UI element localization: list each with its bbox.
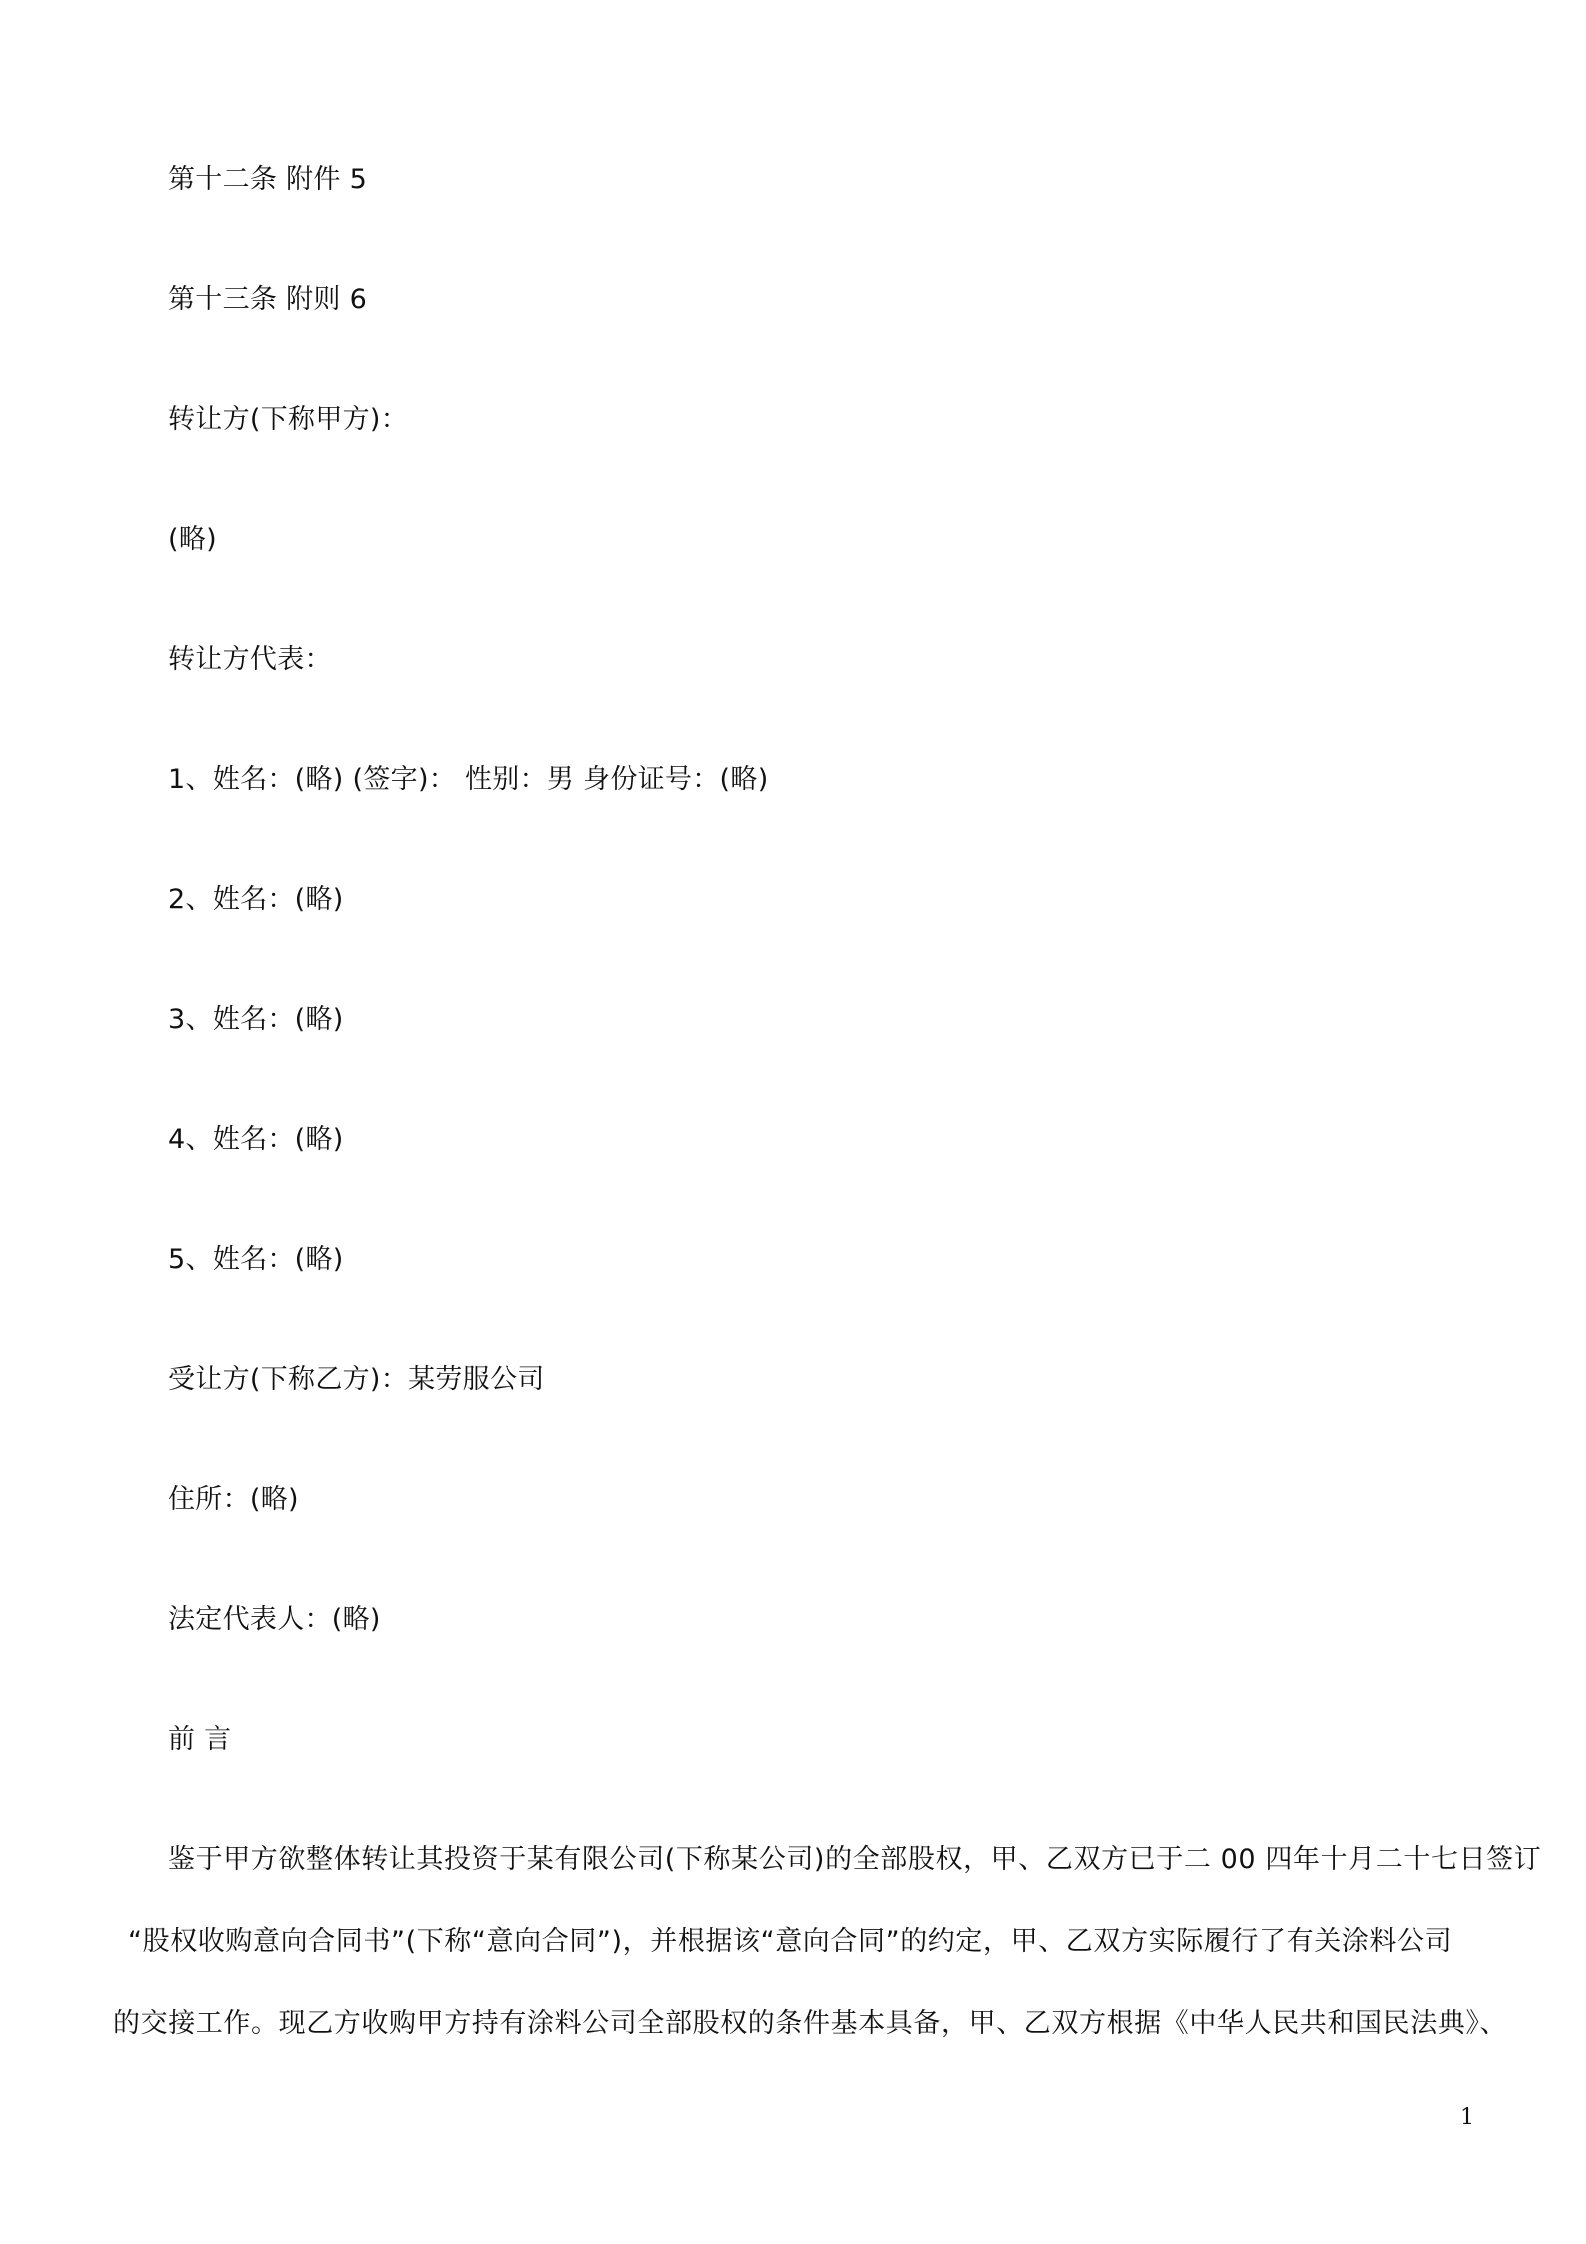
preamble-line-3: 的交接工作。现乙方收购甲方持有涂料公司全部股权的条件基本具备，甲、乙双方根据《中华人民共和国民法典》、 [113, 2008, 1508, 2039]
clause-12-attachment: 第十二条 附件 5 [168, 164, 368, 195]
representative-3: 3、姓名：(略) [168, 1004, 344, 1035]
transferee-legal-representative: 法定代表人：(略) [168, 1604, 381, 1635]
preamble-heading: 前 言 [168, 1724, 232, 1755]
representative-2: 2、姓名：(略) [168, 884, 344, 915]
representative-1: 1、姓名：(略) (签字)： 性别：男 身份证号：(略) [168, 764, 769, 795]
transferee-label: 受让方(下称乙方)：某劳服公司 [168, 1364, 545, 1395]
clause-13-supplementary: 第十三条 附则 6 [168, 284, 368, 315]
preamble-line-1: 鉴于甲方欲整体转让其投资于某有限公司(下称某公司)的全部股权，甲、乙双方已于二 00 四年十月二十七日签订 [168, 1844, 1542, 1875]
representative-4: 4、姓名：(略) [168, 1124, 344, 1155]
page-number: 1 [1460, 2105, 1474, 2130]
representative-5: 5、姓名：(略) [168, 1244, 344, 1275]
transferor-name: (略) [168, 524, 217, 555]
transferee-address: 住所：(略) [168, 1484, 299, 1515]
transferor-representative-label: 转让方代表： [168, 644, 332, 675]
transferor-label: 转让方(下称甲方)： [168, 404, 409, 435]
preamble-line-2: “股权收购意向合同书”(下称“意向合同”)，并根据该“意向合同”的约定，甲、乙双方实际履行了有关涂料公司 [128, 1926, 1453, 1957]
